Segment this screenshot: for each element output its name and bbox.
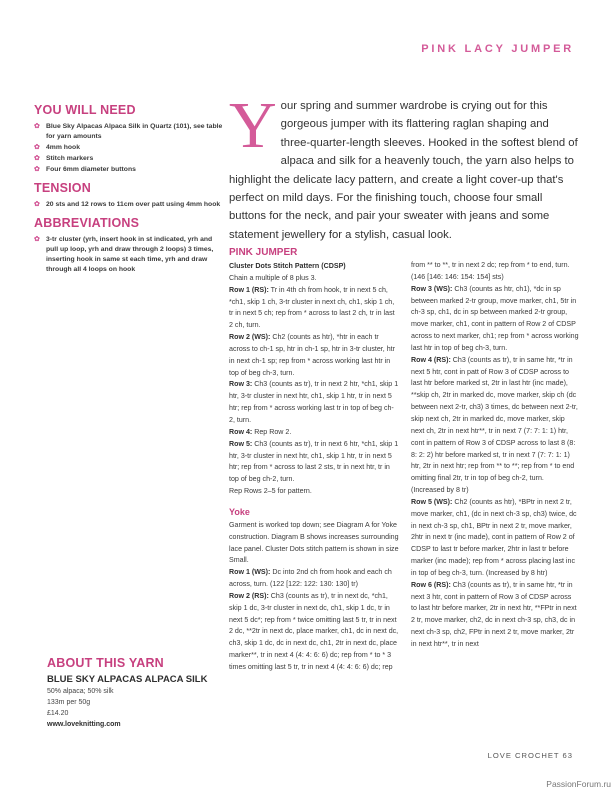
- star-icon: ✿: [34, 166, 40, 173]
- intro-text: our spring and summer wardrobe is crying out for this gorgeous jumper with its flattering raglan shaping and three-quarter-length sleeves. Hooked in the softest blend of alpaca and silk for a heavenly touch, the yarn also helps to highlight the delicate lacy pattern, and create a light cover-up that's perfect on mild days. For the finishing touch, choose four small buttons for the neck, and pair your sweater with jeans and some statement jewellery for a stylish, casual look.: [229, 100, 578, 241]
- star-icon: ✿: [34, 201, 40, 208]
- footer-label: LOVE CROCHET: [487, 751, 560, 760]
- pattern-row: Row 3 (WS): Ch3 (counts as htr, ch1), *dc in sp between marked 2-tr group, move marker, ch1, 5tr in ch-3 sp, ch1, dc in sp between marked 2-tr group, move marker, ch1, cont in pattern of Row 2 of CDSP across to next marker, ch1; rep from * across working last htr in top of beg ch-3, turn.: [411, 284, 579, 352]
- about-yarn-heading: ABOUT THIS YARN: [47, 656, 164, 670]
- list-item: ✿ 4mm hook: [34, 144, 80, 151]
- pattern-row: Row 2 (RS): Ch3 (counts as tr), tr in next dc, *ch1, skip 1 dc, 3-tr cluster in next dc, ch1, skip 1 dc, tr in next 5 dc*; rep from * twice omitting last 5 tr, tr in next 2 dc, **2tr in next dc, place marker, ch1, dc in next dc, ch3, skip 1 dc, dc in next dc, ch1, 2tr in next dc, place marker**, tr in next 4 (4: 4: 6: 6) dc; rep from * to * 3 times omitting last 5 tr, tr in next 4 (4: 4: 6: 6) dc; rep: [229, 591, 399, 671]
- pattern-row: Row 5 (WS): Ch2 (counts as htr), *BPtr in next 2 tr, move marker, ch1, (dc in next ch-3 sp, ch3) twice, dc in next ch-3 sp, ch1, BPtr in next 2 tr, move marker, 2htr in next tr (inc made), cont in pattern of Row 2 of CDSP to last tr before marker, 2htr in last tr before marker (inc made); rep from * across placing last inc in top of beg ch-3, turn. (Increased by 8 htr): [411, 497, 577, 577]
- list-item: ✿ 20 sts and 12 rows to 11cm over patt using 4mm hook: [34, 201, 221, 208]
- abbreviations-heading: ABBREVIATIONS: [34, 216, 140, 230]
- page-number: 63: [562, 751, 573, 760]
- chain-instruction: Chain a multiple of 8 plus 3.: [229, 273, 317, 282]
- about-yarn-box: [47, 656, 217, 730]
- abbreviations-list: [34, 235, 224, 275]
- star-icon: ✿: [34, 155, 40, 162]
- pattern-row: Row 6 (RS): Ch3 (counts as tr), tr in same htr, *tr in next 3 htr, cont in pattern of Row 3 of CDSP across to last htr before marker, 2tr in next htr, **FPtr in next 2 tr, move marker, ch2, dc in next ch-3 sp, ch3, dc in next ch-3 sp, ch2, FPtr in next 2 tr, move marker, 2tr in next htr**, tr in next: [411, 580, 577, 648]
- list-item: ✿ Stitch markers: [34, 155, 94, 162]
- yarn-name: BLUE SKY ALPACAS ALPACA SILK: [47, 674, 208, 685]
- continued-text: from ** to **, tr in next 2 dc; rep from * to end, turn. (146 [146: 146: 154: 154] sts): [411, 261, 570, 281]
- star-icon: ✿: [34, 123, 40, 130]
- pattern-row: Row 2 (WS): Ch2 (counts as htr), *htr in each tr across to ch-1 sp, htr in ch-1 sp, htr in 3-tr cluster, htr in next ch-1 sp; rep from * across working last htr in top of beg ch-3, turn.: [229, 333, 395, 377]
- page-footer: [488, 751, 573, 760]
- yoke-heading: Yoke: [229, 506, 250, 517]
- page-header-title: PINK LACY JUMPER: [421, 43, 574, 55]
- pattern-row: Row 4: Rep Row 2.: [229, 427, 292, 436]
- pattern-heading: PINK JUMPER: [229, 247, 298, 258]
- tension-heading: TENSION: [34, 181, 91, 195]
- list-item: ✿ Four 6mm diameter buttons: [34, 166, 136, 173]
- pattern-row: Row 4 (RS): Ch3 (counts as tr), tr in same htr, *tr in next 5 htr, cont in patt of Row 3 of CDSP across to last htr before marked st, 2tr in last htr (inc made), **skip ch, 2tr in marked dc, move marker, skip ch (dc between next 2-tr, ch3) 3 times, dc between next 2-tr, skip next ch, 2tr in marked dc, move marker, skip next ch, 2tr in next htr**, tr in next 7 (7: 7: 1: 1) htr, cont in pattern of Row 3 of CDSP across to last 8 (8: 8: 2: 2) htr before marked st, tr in next 7 (7: 7: 1: 1) htr, 2tr in next htr; rep from ** to **; rep from * to end omitting final 2tr, tr in top of beg ch-2, turn. (Increased by 8 tr): [411, 355, 578, 495]
- pattern-row: Row 1 (WS): Dc into 2nd ch from hook and each ch across, turn. (122 [122: 122: 130: 130] tr): [229, 568, 392, 589]
- watermark: PassionForum.ru: [546, 779, 611, 789]
- pattern-row: Row 5: Ch3 (counts as tr), tr in next 6 htr, *ch1, skip 1 htr, 3-tr cluster in next htr, ch1, skip 1 htr, tr in next 5 htr; rep from * across to last 2 sts, tr in next htr, tr in top of beg ch-2, turn.: [229, 439, 399, 484]
- list-item: ✿ Blue Sky Alpacas Alpaca Silk in Quartz (101), see table for yarn amounts: [34, 123, 223, 140]
- sidebar: [34, 103, 224, 276]
- you-will-need-list: [34, 122, 224, 175]
- list-item: ✿ 3-tr cluster (yrh, insert hook in st indicated, yrh and pull up loop, yrh and draw through 2 loops) 3 times, inserting hook in same st each time, yrh and draw through all 4 loops on hook: [34, 236, 214, 273]
- repeat-instruction: Rep Rows 2–5 for pattern.: [229, 487, 312, 496]
- drop-cap: Y: [229, 89, 277, 162]
- yarn-length: 133m per 50g: [47, 699, 91, 706]
- tension-list: [34, 200, 224, 210]
- stitch-pattern-heading: Cluster Dots Stitch Pattern (CDSP): [229, 262, 346, 270]
- star-icon: ✿: [34, 144, 40, 151]
- pattern-row: Row 3: Ch3 (counts as tr), tr in next 2 htr, *ch1, skip 1 htr, 3-tr cluster in next htr, ch1, skip 1 htr, tr in next 5 htr; rep from * across working last tr in top of beg ch-2, turn.: [229, 380, 399, 424]
- yarn-price: £14.20: [47, 710, 69, 717]
- yarn-composition: 50% alpaca; 50% silk: [47, 688, 114, 695]
- intro-paragraph: [229, 89, 579, 244]
- pattern-column-1: [229, 246, 399, 674]
- you-will-need-heading: YOU WILL NEED: [34, 103, 136, 117]
- star-icon: ✿: [34, 236, 40, 243]
- pattern-column-2: [411, 260, 579, 651]
- pattern-row: Row 1 (RS): Tr in 4th ch from hook, tr in next 5 ch, *ch1, skip 1 ch, 3-tr cluster in next ch, ch1, skip 1 ch, tr in next 5 ch; rep from * across to last 2 ch, tr in last 2 ch, turn.: [229, 285, 395, 330]
- yarn-website-link[interactable]: www.loveknitting.com: [47, 721, 121, 728]
- yoke-intro: Garment is worked top down; see Diagram A for Yoke construction. Diagram B shows increases surrounding lace panel. Cluster Dots stitch pattern is shown in size Small.: [229, 520, 399, 565]
